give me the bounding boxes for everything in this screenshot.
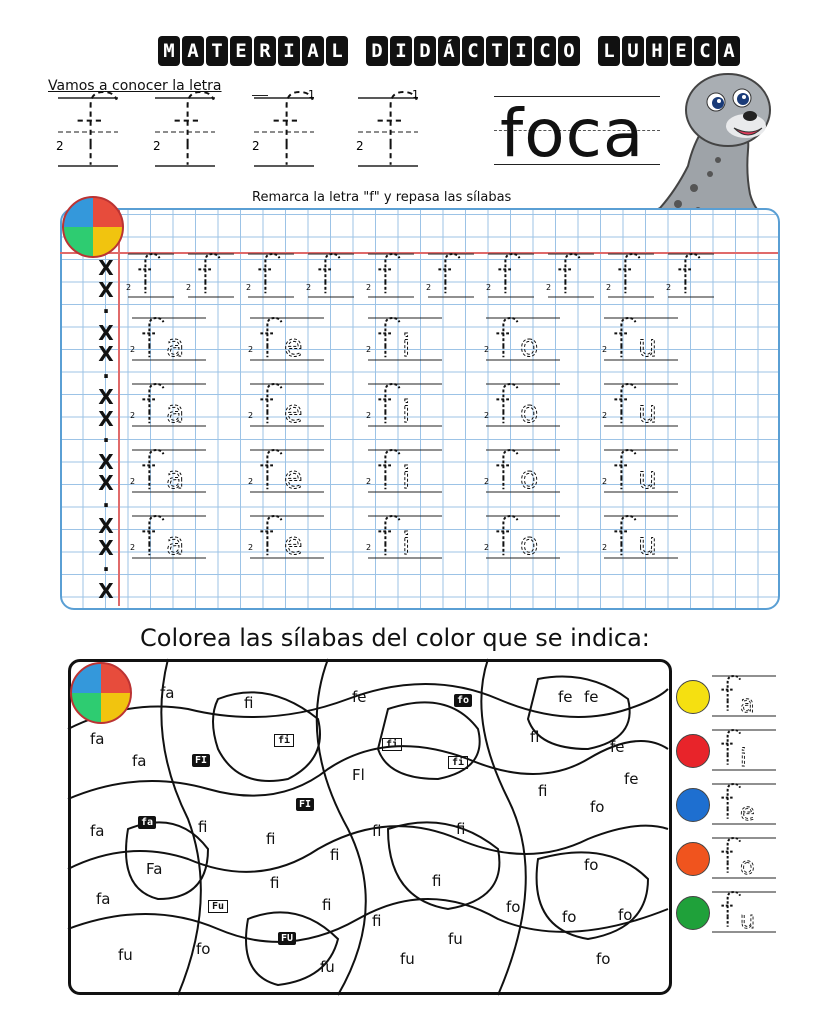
svg-text:2: 2: [484, 411, 490, 420]
svg-text:2: 2: [366, 411, 372, 420]
puzzle-syllable: fu: [400, 950, 415, 968]
svg-text:1: 1: [412, 88, 419, 101]
title-letter: R: [254, 36, 276, 66]
puzzle-syllable: fa: [96, 890, 111, 908]
puzzle-syllable: fo: [584, 856, 599, 874]
puzzle-syllable: fi: [244, 694, 254, 712]
trace-syllable: [130, 384, 206, 430]
puzzle-syllable: fa: [90, 730, 105, 748]
trace-f: [546, 254, 594, 297]
puzzle-syllable: fe: [624, 770, 639, 788]
svg-text:2: 2: [602, 411, 608, 420]
row-mark: X: [98, 385, 114, 409]
svg-text:e: e: [284, 461, 303, 496]
svg-text:e: e: [284, 527, 303, 562]
svg-text:2: 2: [186, 283, 192, 292]
svg-text:i: i: [402, 461, 411, 496]
puzzle-syllable-boxed: fo: [454, 694, 472, 707]
puzzle-syllable: fi: [270, 874, 280, 892]
title-letter: L: [598, 36, 620, 66]
title-letter: A: [718, 36, 740, 66]
puzzle-syllable-boxed: Fu: [208, 900, 228, 913]
puzzle-syllable: fa: [132, 752, 147, 770]
title-letter: U: [622, 36, 644, 66]
trace-syllable: [602, 516, 678, 562]
svg-text:o: o: [520, 527, 539, 562]
svg-text:2: 2: [366, 345, 372, 354]
color-swatch: [676, 734, 710, 768]
trace-f: [126, 254, 174, 297]
trace-syllable: [484, 318, 560, 364]
puzzle-regions: [68, 659, 672, 995]
svg-text:2: 2: [602, 477, 608, 486]
puzzle-syllable: fu: [118, 946, 133, 964]
svg-text:u: u: [638, 527, 658, 562]
svg-text:2: 2: [246, 283, 252, 292]
svg-text:1: 1: [308, 88, 315, 101]
color-swatch: [676, 896, 710, 930]
title-letter: I: [510, 36, 532, 66]
title-letter: C: [694, 36, 716, 66]
puzzle-syllable: fi: [322, 896, 332, 914]
svg-text:a: a: [166, 395, 185, 430]
puzzle-syllable: fi: [432, 872, 442, 890]
puzzle-syllable: fe: [352, 688, 367, 706]
svg-text:u: u: [740, 906, 756, 934]
row-mark: ·: [102, 363, 110, 388]
puzzle-syllable: fi: [538, 782, 548, 800]
puzzle-syllable: fe: [610, 738, 625, 756]
title-letter: D: [414, 36, 436, 66]
stroke-number: 2: [252, 139, 260, 153]
svg-text:2: 2: [602, 345, 608, 354]
puzzle-syllable-boxed: fi: [274, 734, 294, 747]
trace-syllable: [484, 450, 560, 496]
svg-text:2: 2: [546, 283, 552, 292]
puzzle-syllable: fi: [456, 820, 466, 838]
color-key-syllable: [712, 672, 778, 720]
svg-text:i: i: [402, 527, 411, 562]
svg-text:2: 2: [486, 283, 492, 292]
svg-text:u: u: [638, 395, 658, 430]
title-letter: E: [230, 36, 252, 66]
row-mark: X: [98, 535, 114, 560]
row-mark: X: [98, 406, 114, 431]
color-key-syllable: [712, 888, 778, 936]
svg-text:2: 2: [248, 543, 254, 552]
puzzle-syllable: fa: [90, 822, 105, 840]
puzzle-syllable: fu: [320, 958, 335, 976]
puzzle-syllable: fi: [266, 830, 276, 848]
svg-text:2: 2: [248, 411, 254, 420]
puzzle-syllable-boxed: FI: [296, 798, 314, 811]
trace-syllable: [366, 450, 442, 496]
color-key-syllable: [712, 834, 778, 882]
row-mark: X: [98, 277, 114, 302]
trace-syllable: [602, 450, 678, 496]
svg-text:e: e: [740, 798, 755, 826]
trace-syllable: [248, 384, 324, 430]
svg-text:2: 2: [130, 345, 136, 354]
trace-f: [486, 254, 534, 297]
row-mark: ·: [102, 299, 110, 323]
svg-text:2: 2: [130, 411, 136, 420]
trace-f: [186, 254, 234, 297]
color-instruction: Colorea las sílabas del color que se indica:: [140, 624, 650, 652]
svg-text:2: 2: [484, 345, 490, 354]
title-letter: H: [646, 36, 668, 66]
kids-badge-icon-2: [70, 662, 132, 724]
puzzle-syllable: fo: [562, 908, 577, 926]
puzzle-syllable: fu: [448, 930, 463, 948]
svg-text:2: 2: [366, 543, 372, 552]
intro-text: Vamos a conocer la letra: [48, 78, 222, 94]
trace-syllable: [130, 516, 206, 562]
svg-text:2: 2: [126, 283, 132, 292]
svg-text:i: i: [402, 329, 411, 364]
puzzle-syllable: fo: [506, 898, 521, 916]
trace-f: [306, 254, 354, 297]
trace-syllable: [602, 318, 678, 364]
puzzle-syllable: fi: [198, 818, 208, 836]
puzzle-syllable-boxed: fi: [382, 738, 402, 751]
trace-syllable: [366, 318, 442, 364]
svg-text:2: 2: [306, 283, 312, 292]
puzzle-syllable: fi: [372, 822, 382, 840]
svg-text:2: 2: [248, 477, 254, 486]
color-swatch: [676, 788, 710, 822]
trace-f: [666, 254, 714, 297]
stroke-number: 2: [153, 139, 161, 153]
svg-text:i: i: [740, 744, 747, 772]
row-mark: X: [98, 256, 114, 280]
svg-text:2: 2: [484, 477, 490, 486]
puzzle-syllable-boxed: FU: [278, 932, 296, 945]
puzzle-syllable: fo: [596, 950, 611, 968]
svg-text:a: a: [166, 461, 185, 496]
svg-text:a: a: [166, 527, 185, 562]
color-swatch: [676, 842, 710, 876]
trace-f: [246, 254, 294, 297]
title-letter: I: [390, 36, 412, 66]
puzzle-syllable: fe: [584, 688, 599, 706]
trace-f: [366, 254, 414, 297]
puzzle-syllable: fl: [530, 728, 540, 746]
trace-syllable: [130, 318, 206, 364]
title-letter: M: [158, 36, 180, 66]
svg-text:2: 2: [426, 283, 432, 292]
color-key-syllable: [712, 780, 778, 828]
puzzle-syllable: fa: [160, 684, 175, 702]
title-letter: C: [462, 36, 484, 66]
puzzle-syllable: Fa: [146, 860, 163, 878]
trace-syllable: [130, 450, 206, 496]
stroke-number: 2: [356, 139, 364, 153]
title-letter: A: [302, 36, 324, 66]
row-mark: X: [98, 342, 114, 366]
stroke-number: 2: [56, 139, 64, 153]
svg-text:2: 2: [366, 477, 372, 486]
puzzle-syllable-boxed: fi: [448, 756, 468, 769]
svg-text:o: o: [520, 329, 539, 364]
trace-syllable: [366, 384, 442, 430]
svg-text:e: e: [284, 395, 303, 430]
title-letter: O: [558, 36, 580, 66]
title-letter: I: [278, 36, 300, 66]
svg-text:2: 2: [366, 283, 372, 292]
puzzle-syllable: fo: [618, 906, 633, 924]
row-mark: X: [98, 514, 114, 538]
title-letter: T: [486, 36, 508, 66]
svg-text:2: 2: [130, 543, 136, 552]
color-key-syllable: [712, 726, 778, 774]
trace-syllable: [602, 384, 678, 430]
trace-syllable: [484, 384, 560, 430]
grid-instruction: Remarca la letra "f" y repasa las sílabas: [248, 190, 515, 205]
trace-syllable: [248, 318, 324, 364]
svg-text:2: 2: [130, 477, 136, 486]
puzzle-syllable: fe: [558, 688, 573, 706]
trace-f: [606, 254, 654, 297]
row-mark: X: [98, 449, 114, 474]
puzzle-syllable: fo: [196, 940, 211, 958]
row-mark: ·: [102, 428, 110, 452]
svg-text:a: a: [166, 329, 185, 364]
title-letter: C: [534, 36, 556, 66]
row-mark: X: [98, 471, 114, 495]
row-mark: X: [98, 578, 114, 603]
svg-text:u: u: [638, 461, 658, 496]
svg-text:o: o: [740, 852, 755, 880]
svg-text:o: o: [520, 395, 539, 430]
trace-f: [426, 254, 474, 297]
svg-text:o: o: [520, 461, 539, 496]
row-mark: X: [98, 320, 114, 345]
title-letter: L: [326, 36, 348, 66]
row-mark: ·: [102, 557, 110, 581]
svg-text:2: 2: [484, 543, 490, 552]
puzzle-syllable-boxed: FI: [192, 754, 210, 767]
svg-text:i: i: [402, 395, 411, 430]
svg-text:2: 2: [248, 345, 254, 354]
puzzle-syllable: Fl: [352, 766, 365, 784]
svg-text:u: u: [638, 329, 658, 364]
title-letter: Á: [438, 36, 460, 66]
color-swatch: [676, 680, 710, 714]
title-letter: E: [670, 36, 692, 66]
svg-text:2: 2: [606, 283, 612, 292]
puzzle-syllable: fo: [590, 798, 605, 816]
svg-text:2: 2: [602, 543, 608, 552]
row-mark: ·: [102, 492, 110, 517]
trace-syllable: [366, 516, 442, 562]
trace-syllable: [248, 450, 324, 496]
title-letter: T: [206, 36, 228, 66]
svg-text:e: e: [284, 329, 303, 364]
puzzle-syllable: fi: [372, 912, 382, 930]
title-letter: A: [182, 36, 204, 66]
trace-syllable: [248, 516, 324, 562]
svg-text:2: 2: [666, 283, 672, 292]
puzzle-syllable: fi: [330, 846, 340, 864]
word-text: foca: [500, 95, 645, 172]
svg-text:a: a: [740, 690, 755, 718]
puzzle-syllable-boxed: fa: [138, 816, 156, 829]
trace-syllable: [484, 516, 560, 562]
title-letter: D: [366, 36, 388, 66]
